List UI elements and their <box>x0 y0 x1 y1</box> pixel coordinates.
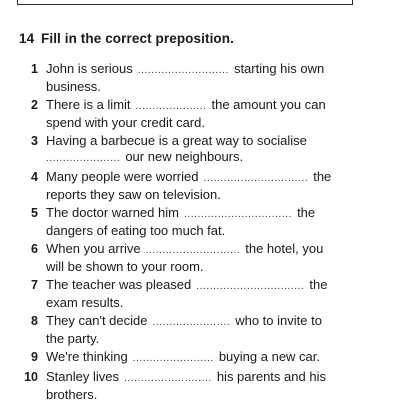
item-text-after: buying a new car. <box>218 349 321 364</box>
item-text-continued: spend with your credit card. <box>46 115 205 130</box>
answer-blank[interactable]: ................................ <box>183 209 293 220</box>
answer-blank[interactable]: ............................... <box>203 173 309 184</box>
item-number: 6 <box>31 242 38 256</box>
answer-blank[interactable]: ...................... <box>46 153 121 164</box>
item-text-after: starting his own <box>233 61 325 76</box>
answer-blank[interactable]: ........................ <box>132 353 214 364</box>
item-text-continued: reports they saw on television. <box>46 187 221 202</box>
item-line-1 <box>46 61 356 79</box>
item-text-before: John is serious <box>46 61 133 76</box>
item-number: 5 <box>31 206 38 220</box>
item-text-before: The teacher was pleased <box>46 277 192 292</box>
item-text-after: his parents and his <box>216 369 326 384</box>
item-line-1 <box>46 133 356 149</box>
item-text-before: Many people were worried <box>46 169 199 184</box>
item-text-before: We're thinking <box>46 349 128 364</box>
item-number: 9 <box>31 350 38 364</box>
exercise-heading <box>19 31 234 46</box>
item-line-2 <box>46 115 356 131</box>
item-line-1 <box>46 277 356 295</box>
item-line-2 <box>46 259 356 275</box>
item-line-1 <box>46 169 356 187</box>
item-line-1 <box>46 313 356 331</box>
item-line-2 <box>46 149 356 167</box>
exercise-item-10 <box>18 369 356 403</box>
answer-blank[interactable]: ............................ <box>145 245 241 256</box>
exercise-item-6 <box>18 241 356 275</box>
item-line-1 <box>46 369 356 387</box>
answer-blank[interactable]: ................................ <box>196 281 305 292</box>
answer-blank[interactable]: ........................... <box>137 65 229 76</box>
exercise-item-7 <box>18 277 356 311</box>
exercise-item-3 <box>18 133 356 167</box>
item-line-2 <box>46 331 356 347</box>
item-text-continued: will be shown to your room. <box>46 259 204 274</box>
previous-exercise-box-edge <box>17 0 353 5</box>
item-number: 10 <box>24 370 38 384</box>
item-text-before: The doctor warned him <box>46 205 179 220</box>
item-text-before: There is a limit <box>46 97 131 112</box>
item-number: 1 <box>31 62 38 76</box>
item-text-after: the hotel, you <box>245 241 324 256</box>
answer-blank[interactable]: .......................... <box>123 373 212 384</box>
exercise-item-9 <box>18 349 356 367</box>
exercise-items <box>18 61 356 405</box>
exercise-number: 14 <box>19 31 35 46</box>
item-text-continued: business. <box>46 79 101 94</box>
answer-blank[interactable]: ....................... <box>152 317 231 328</box>
item-text-after: the <box>309 277 328 292</box>
item-number: 7 <box>31 278 38 292</box>
item-text-continued: exam results. <box>46 295 124 310</box>
item-text-continued: brothers. <box>46 387 98 402</box>
item-line-1 <box>46 205 356 223</box>
item-line-1 <box>46 97 356 115</box>
item-number: 2 <box>31 98 38 112</box>
item-line-2 <box>46 387 356 403</box>
exercise-instruction: Fill in the correct preposition. <box>41 31 234 46</box>
item-text-continued: the party. <box>46 331 100 346</box>
item-text-continued: our new neighbours. <box>125 149 244 164</box>
item-text-continued: dangers of eating too much fat. <box>46 223 226 238</box>
answer-blank[interactable]: ..................... <box>135 101 207 112</box>
item-number: 8 <box>31 314 38 328</box>
item-line-2 <box>46 295 356 311</box>
item-line-2 <box>46 223 356 239</box>
item-number: 3 <box>31 134 38 148</box>
item-line-1 <box>46 241 356 259</box>
item-number: 4 <box>31 170 38 184</box>
item-text-after: who to invite to <box>235 313 322 328</box>
item-text-before: They can't decide <box>46 313 148 328</box>
item-text-before: Stanley lives <box>46 369 119 384</box>
item-text-before: When you arrive <box>46 241 141 256</box>
item-line-2 <box>46 187 356 203</box>
exercise-item-4 <box>18 169 356 203</box>
item-text-before: Having a barbecue is a great way to socialise <box>46 133 307 148</box>
item-text-after: the <box>313 169 332 184</box>
item-line-1 <box>46 349 356 367</box>
item-text-after: the <box>297 205 316 220</box>
item-line-2 <box>46 79 356 95</box>
exercise-item-5 <box>18 205 356 239</box>
exercise-item-8 <box>18 313 356 347</box>
exercise-item-2 <box>18 97 356 131</box>
exercise-item-1 <box>18 61 356 95</box>
item-text-after: the amount you can <box>211 97 326 112</box>
